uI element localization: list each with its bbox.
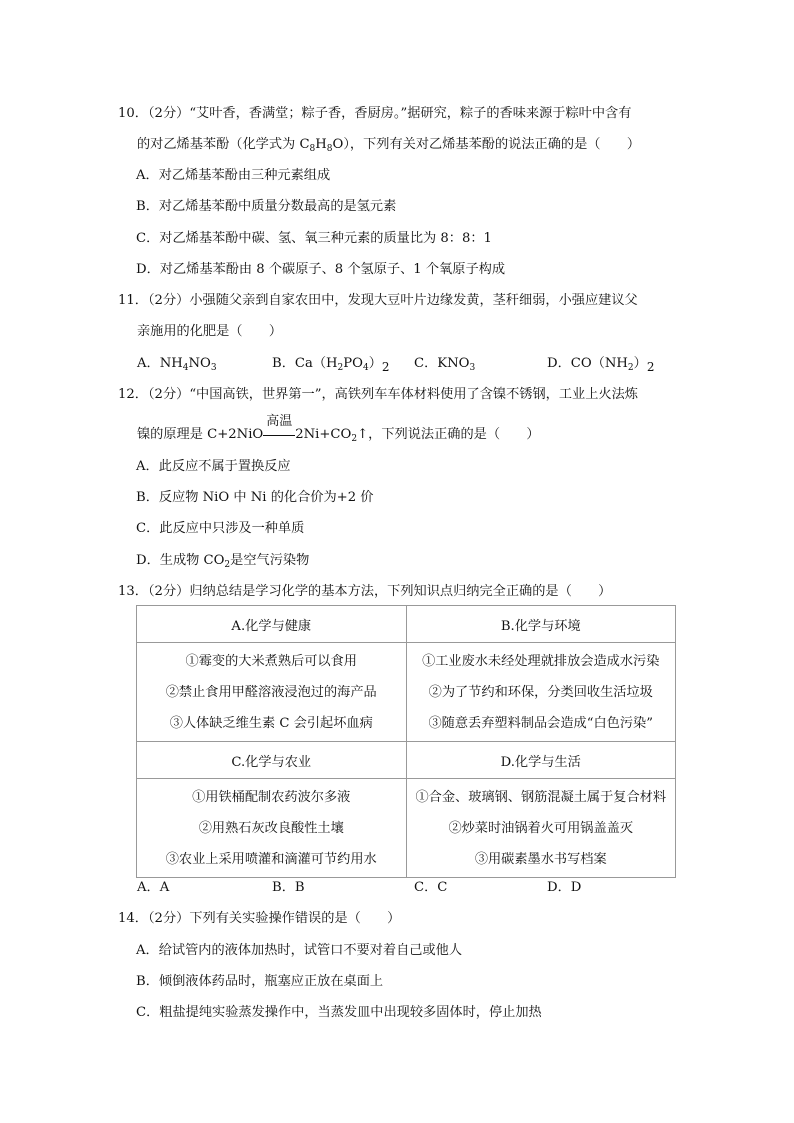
q11-option-b: B．$Ca(H_2PO_4)_2$ <box>272 356 390 374</box>
table-cell-c <box>137 779 407 878</box>
q12-option-c: C．此反应中只涉及一种单质 <box>136 521 305 536</box>
table-cell-d <box>406 779 676 878</box>
q13-option-a: A．A <box>137 880 170 895</box>
q14-option-a: A．给试管内的液体加热时，试管口不要对着自己或他人 <box>136 943 463 958</box>
table-cell-b <box>406 643 676 742</box>
q10-option-a: A．对乙烯基苯酚由三种元素组成 <box>136 168 331 183</box>
q13-option-d: D．D <box>547 880 582 895</box>
d-item-3: ③用碳素墨水书写档案 <box>474 851 607 867</box>
q12-stem-line1: 12．（2分）“中国高铁，世界第一”，高铁列车车体材料使用了含镍不锈钢，工业上火法炼 <box>118 387 638 402</box>
q14-option-c: C．粗盐提纯实验蒸发操作中，当蒸发皿中出现较多固体时，停止加热 <box>136 1005 542 1020</box>
q11-stem-line2: 亲施用的化肥是（ ） <box>137 324 283 339</box>
d-item-2: ②炒菜时油锅着火可用锅盖盖灭 <box>448 820 634 836</box>
q11-option-d: D．$CO(NH_2)_2$ <box>547 356 655 374</box>
b-item-2: ②为了节约和环保，分类回收生活垃圾 <box>428 684 653 700</box>
c-item-2: ②用熟石灰改良酸性土壤 <box>198 820 344 836</box>
a-item-1: ①霉变的大米煮熟后可以食用 <box>185 653 357 669</box>
table-header-c: C.化学与农业 <box>137 742 407 779</box>
q13-option-c: C．C <box>414 880 448 895</box>
q14-option-b: B．倾倒液体药品时，瓶塞应正放在桌面上 <box>136 974 384 989</box>
knowledge-table <box>136 605 676 878</box>
a-item-3: ③人体缺乏维生素 C 会引起坏血病 <box>169 715 373 731</box>
q10-option-b: B．对乙烯基苯酚中质量分数最高的是氢元素 <box>136 199 397 214</box>
q10-option-d: D．对乙烯基苯酚由 8 个碳原子、8 个氢原子、1 个氧原子构成 <box>136 262 506 277</box>
q11-option-c: C．$KNO_3$ <box>414 356 476 373</box>
table-cell-a <box>137 643 407 742</box>
q13-option-b: B．B <box>272 880 305 895</box>
d-item-1: ①合金、玻璃钢、钢筋混凝土属于复合材料 <box>415 789 667 805</box>
table-header-d: D.化学与生活 <box>406 742 676 779</box>
q11-option-a: A．$NH_4NO_3$ <box>137 356 217 373</box>
table-header-a: A.化学与健康 <box>137 606 407 643</box>
q14-stem: 14．（2分）下列有关实验操作错误的是（ ） <box>118 911 401 926</box>
b-item-1: ①工业废水未经处理就排放会造成水污染 <box>422 653 660 669</box>
q10-option-c: C．对乙烯基苯酚中碳、氢、氧三种元素的质量比为 8：8：1 <box>136 231 492 246</box>
q11-stem-line1: 11．（2分）小强随父亲到自家农田中，发现大豆叶片边缘发黄，茎秆细弱，小强应建议父 <box>118 293 638 308</box>
table-header-b: B.化学与环境 <box>406 606 676 643</box>
q12-option-d: D．生成物 $CO_2$是空气污染物 <box>136 553 310 570</box>
q13-stem: 13．（2分）归纳总结是学习化学的基本方法，下列知识点归纳完全正确的是（ ） <box>118 584 612 599</box>
b-item-3: ③随意丢弃塑料制品会造成“白色污染” <box>428 715 653 731</box>
c-item-1: ①用铁桶配制农药波尔多液 <box>192 789 351 805</box>
q12-option-a: A．此反应不属于置换反应 <box>136 459 291 474</box>
q10-stem-line2: 的对乙烯基苯酚（化学式为 $C_8H_8O$），下列有关对乙烯基苯酚的说法正确的是（ ） <box>137 137 641 154</box>
q12-option-b: B．反应物 NiO 中 Ni 的化合价为+2 价 <box>136 490 374 505</box>
q10-stem-line1: 10．（2分）“艾叶香，香满堂；粽子香，香厨房。”据研究，粽子的香味来源于粽叶中含有 <box>118 106 632 121</box>
a-item-2: ②禁止食用甲醛溶液浸泡过的海产品 <box>165 684 377 700</box>
q12-stem-line2: 镍的原理是 C+2NiO 高温 $2Ni+CO_2↑$，下列说法正确的是（ ） <box>137 414 540 444</box>
c-item-3: ③农业上采用喷灌和滴灌可节约用水 <box>165 851 377 867</box>
reaction-condition: 高温 <box>263 426 295 444</box>
